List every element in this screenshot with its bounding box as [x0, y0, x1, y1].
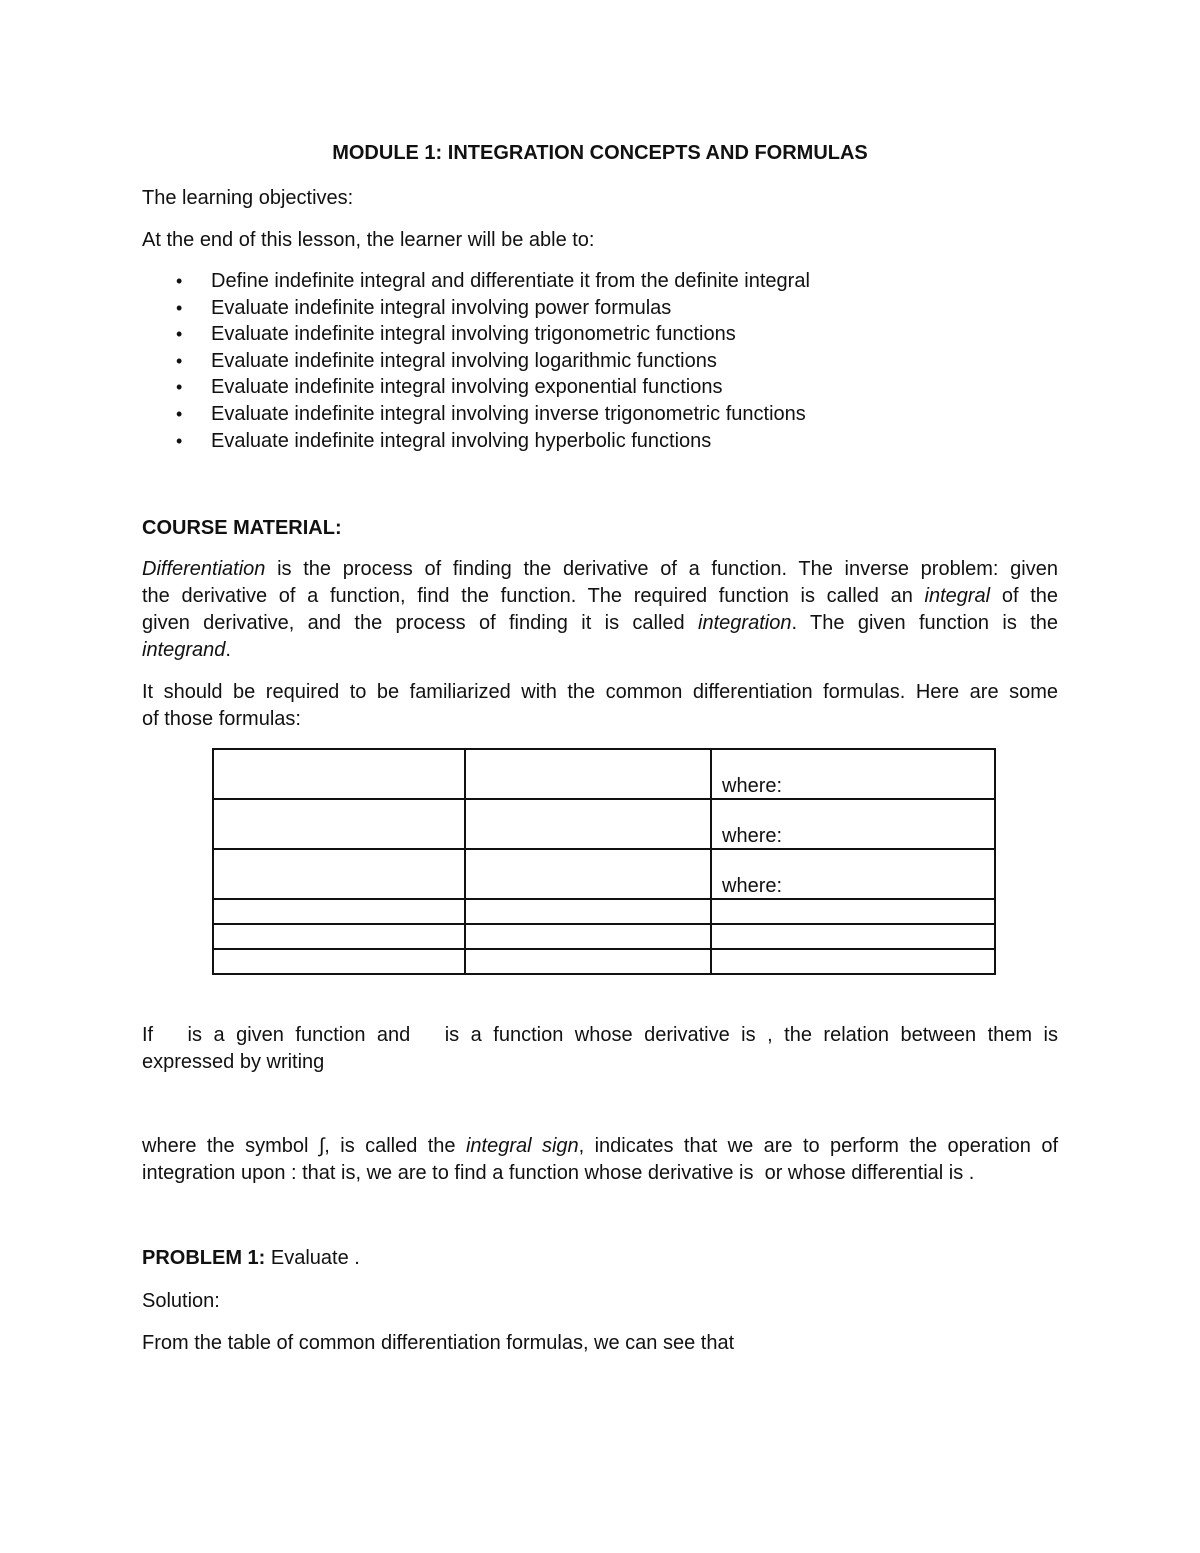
- definition-paragraph: Differentiation is the process of finding the derivative of a function. The inverse problem: given the derivative of a function, find the function. The required function is called an integral of the given derivative, and the process of finding it is called integration. The given function is the integrand.: [142, 558, 1058, 661]
- list-item: • Evaluate indefinite integral involving inverse trigonometric functions: [176, 401, 810, 428]
- list-item: • Evaluate indefinite integral involving exponential functions: [176, 374, 810, 401]
- list-item: • Evaluate indefinite integral involving power formulas: [176, 295, 810, 322]
- list-item: • Evaluate indefinite integral involving hyperbolic functions: [176, 428, 810, 455]
- differentiation-formulas-table: [212, 748, 996, 975]
- bullet-icon: •: [176, 403, 183, 424]
- where-label: where:: [722, 775, 783, 797]
- solution-text: From the table of common differentiation formulas, we can see that: [142, 1332, 735, 1354]
- list-item: • Evaluate indefinite integral involving logarithmic functions: [176, 348, 810, 375]
- objectives-heading: The learning objectives:: [142, 187, 354, 209]
- page-title: MODULE 1: INTEGRATION CONCEPTS AND FORMULAS: [332, 142, 868, 164]
- table-row: [213, 849, 995, 899]
- bullet-icon: •: [176, 271, 183, 291]
- relation-paragraph: If is a given function and is a function whose derivative is , the relation between them is expressed by writing: [142, 1024, 1058, 1073]
- integral-sign-paragraph: where the symbol ∫, is called the integral sign, indicates that we are to perform the operation of integration upon : that is, we are to find a function whose derivative is or whose differential is .: [142, 1135, 1059, 1184]
- table-row: [213, 799, 995, 849]
- problem-1: PROBLEM 1: Evaluate .: [142, 1247, 360, 1269]
- table-row: [213, 924, 995, 949]
- bullet-icon: •: [176, 377, 183, 398]
- bullet-icon: •: [176, 350, 183, 371]
- table-row: [213, 899, 995, 924]
- objectives-intro: At the end of this lesson, the learner will be able to:: [142, 229, 595, 251]
- list-item: • Evaluate indefinite integral involving trigonometric functions: [176, 321, 810, 348]
- bullet-icon: •: [176, 297, 183, 318]
- bullet-icon: •: [176, 430, 183, 451]
- table-row: [213, 749, 995, 799]
- table-row: [213, 949, 995, 974]
- solution-label: Solution:: [142, 1290, 220, 1312]
- list-item: • Define indefinite integral and differentiate it from the definite integral: [176, 268, 810, 295]
- bullet-icon: •: [176, 324, 183, 345]
- formulas-intro-paragraph: It should be required to be familiarized with the common differentiation formulas. Here are some of those formulas:: [142, 681, 1058, 730]
- problem-label: PROBLEM 1:: [142, 1247, 266, 1269]
- where-label: where:: [722, 825, 783, 847]
- objectives-list: [176, 268, 810, 454]
- course-material-heading: COURSE MATERIAL:: [142, 517, 342, 539]
- where-label: where:: [722, 875, 783, 897]
